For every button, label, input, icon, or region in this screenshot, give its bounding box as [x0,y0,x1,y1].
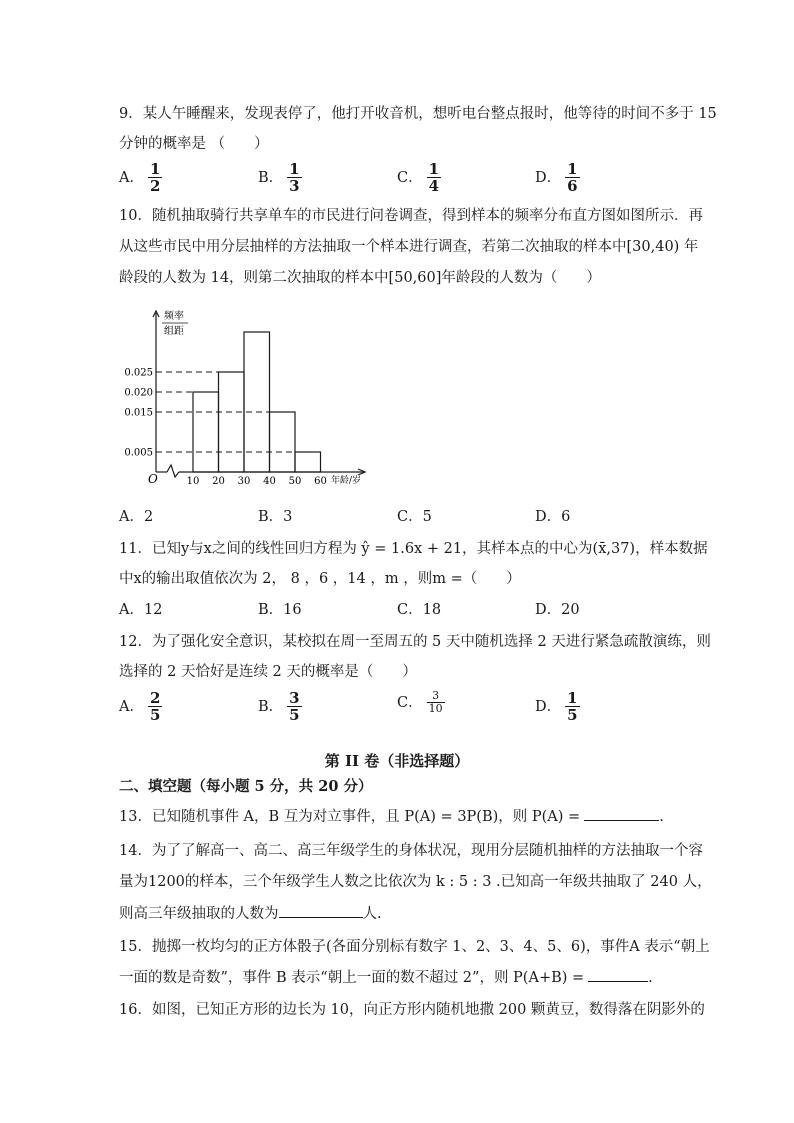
y-label-top: 频率 [164,311,184,322]
histogram-bar [270,412,296,472]
q11-line2: 中x的输出取值依次为 2， 8 ，6 ，14 ，m ，则m =（ ） [119,571,521,587]
origin-label: O [148,472,158,486]
q10-option-d: D．6 [535,509,571,525]
x-label: 年龄/岁 [331,476,362,486]
q9-option-b: B． $\frac{1}{3}$ [258,160,300,195]
histogram-bar [193,392,219,472]
y-tick-label: 0.015 [124,407,153,419]
q11-line1: 11．已知y与x之间的线性回归方程为 ŷ = 1.6x + 21，其样本点的中心为(x̄,37)，样本数据 [119,541,708,557]
q15-line1: 15．抛掷一枚均匀的正方体骰子(各面分别标有数字 1、2、3、4、5、6)，事件A 表示“朝上 [119,939,710,955]
x-tick-label: 60 [314,476,327,487]
q12-option-b: B． $\frac{3}{5}$ [258,689,300,724]
q9-option-c: C． $\frac{1}{4}$ [397,160,440,195]
histogram-bar [244,332,270,472]
q10-option-a: A．2 [119,509,154,525]
histogram-bar [219,372,245,472]
x-tick-label: 20 [212,476,225,487]
q11-option-b: B．16 [258,602,302,618]
section2-heading: 二、填空题（每小题 5 分，共 20 分） [119,778,373,795]
y-tick-label: 0.005 [124,447,153,459]
q12-option-a: A． $\frac{2}{5}$ [119,689,161,724]
q12-line2: 选择的 2 天恰好是连续 2 天的概率是（ ） [119,664,417,680]
y-tick-label: 0.020 [124,387,153,399]
q10-line3: 龄段的人数为 14，则第二次抽取的样本中[50,60]年龄段的人数为（ ） [119,270,601,286]
histogram-bar [295,452,321,472]
q9-option-a: A． $\frac{1}{2}$ [119,160,161,195]
q11-option-c: C．18 [397,602,442,618]
q10-line1: 10．随机抽取骑行共享单车的市民进行问卷调查，得到样本的频率分布直方图如图所示．再 [119,208,703,224]
q12-line1: 12．为了强化安全意识，某校拟在周一至周五的 5 天中随机选择 2 天进行紧急疏散演练，则 [119,634,711,650]
q13-line: 13．已知随机事件 A，B 互为对立事件，且 P(A) = 3P(B)，则 P(A) = . [119,806,664,827]
x-axis-break [167,465,179,477]
q13-answer-blank[interactable] [584,806,659,821]
part2-title: 第 II 卷（非选择题） [324,752,470,770]
q10-option-c: C．5 [397,509,432,525]
q14-line1: 14．为了了解高一、高二、高三年级学生的身体状况，现用分层随机抽样的方法抽取一个容 [119,843,703,859]
q9-option-d: D． $\frac{1}{6}$ [535,160,578,195]
x-tick-label: 10 [186,476,200,487]
q10-line2: 从这些市民中用分层抽样的方法抽取一个样本进行调查，若第二次抽取的样本中[30,40) 年 [119,239,699,255]
y-label-bottom: 组距 [164,326,184,337]
q14-line2: 量为1200的样本，三个年级学生人数之比依次为 k : 5 : 3 .已知高一年级共抽取了 240 人， [119,874,712,890]
q15-line2: 一面的数是奇数”，事件 B 表示“朝上一面的数不超过 2”，则 P(A+B) = . [119,967,653,988]
frequency-histogram [118,305,378,490]
x-tick-label: 50 [288,476,302,487]
q10-option-b: B．3 [258,509,293,525]
q16-line1: 16．如图，已知正方形的边长为 10，向正方形内随机地撒 200 颗黄豆，数得落在阴影外的 [119,1002,705,1018]
q14-line3: 则高三年级抽取的人数为 人. [119,903,382,924]
q15-answer-blank[interactable] [588,967,648,982]
q11-option-a: A．12 [119,602,163,618]
y-tick-label: 0.025 [124,367,153,379]
q14-answer-blank[interactable] [279,903,363,918]
q9-line2: 分钟的概率是 （ ） [119,136,269,152]
q11-option-d: D．20 [535,602,580,618]
q12-option-c: C． $\frac{3}{10}$ [397,689,443,715]
x-tick-label: 40 [263,476,276,487]
q12-option-d: D． $\frac{1}{5}$ [535,689,578,724]
x-tick-label: 30 [237,476,251,487]
q9-line1: 9．某人午睡醒来，发现表停了，他打开收音机，想听电台整点报时，他等待的时间不多于 15 [119,106,717,122]
